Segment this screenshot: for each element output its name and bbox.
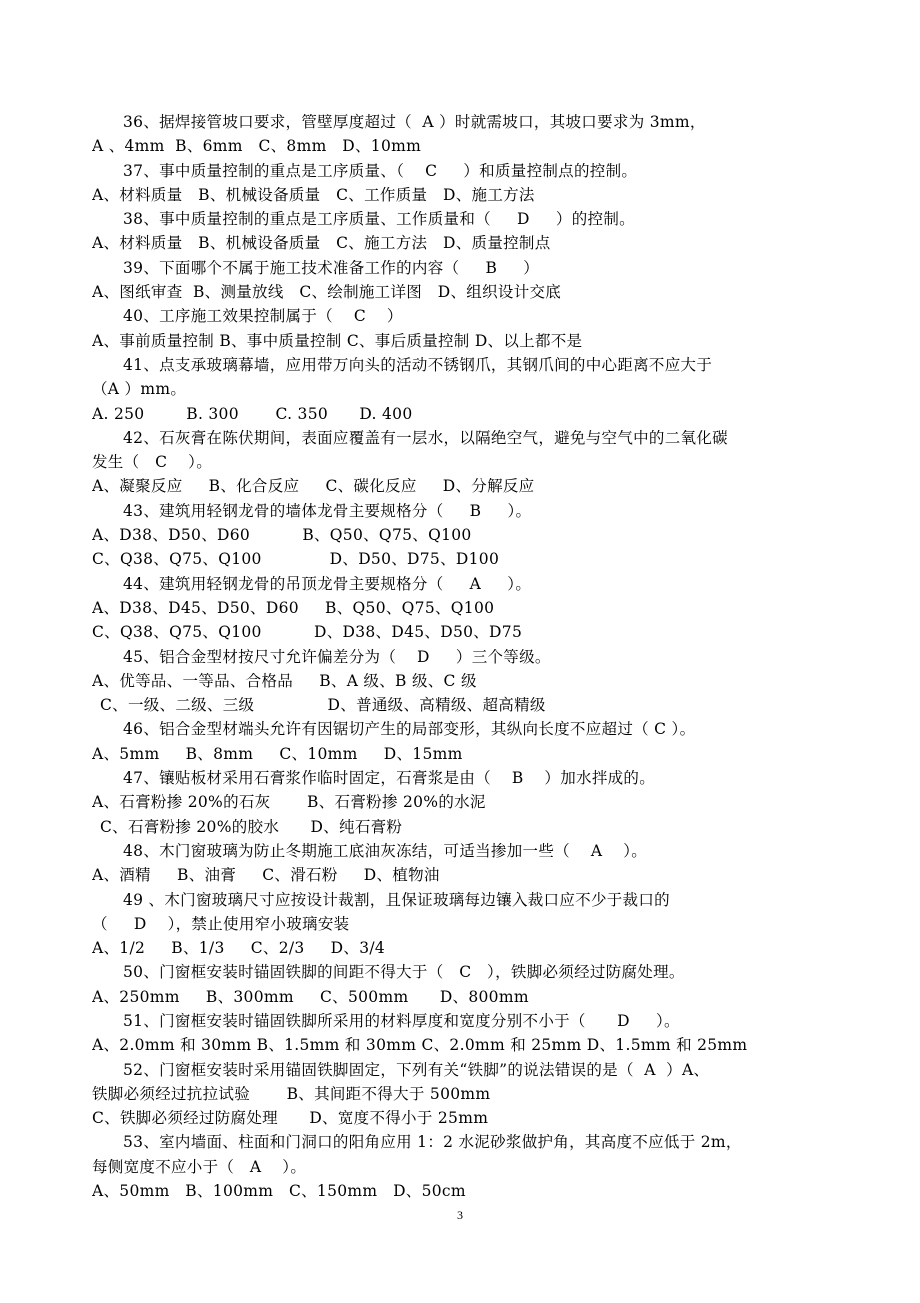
text-line: （ D ），禁止使用窄小玻璃安装 (92, 914, 350, 933)
text-line: 41、点支承玻璃幕墙，应用带万向头的活动不锈钢爪，其钢爪间的中心距离不应大于 (123, 355, 713, 374)
question-list (92, 110, 832, 1203)
text-line: 49 、木门窗玻璃尺寸应按设计裁割，且保证玻璃每边镶入裁口应不少于裁口的 (123, 890, 670, 909)
page-number: 3 (457, 1208, 463, 1222)
text-line: 36、据焊接管坡口要求，管壁厚度超过（ A ）时就需坡口，其坡口要求为 3mm， (123, 113, 706, 131)
text-line: 每侧宽度不应小于（ A ）。 (92, 1157, 307, 1176)
text-line: 42、石灰膏在陈伏期间，表面应覆盖有一层水，以隔绝空气，避免与空气中的二氧化碳 (123, 428, 728, 447)
text-line: 37、事中质量控制的重点是工序质量、（ C ）和质量控制点的控制。 (123, 161, 638, 180)
text-line: （A ）mm。 (92, 380, 187, 399)
text-line: A. 250 B. 300 C. 350 D. 400 (92, 404, 413, 423)
text-line: 铁脚必须经过抗拉试验 B、其间距不得大于 500mm (92, 1084, 491, 1103)
text-line: A、材料质量 B、机械设备质量 C、施工方法 D、质量控制点 (92, 234, 551, 253)
text-line: A、优等品、一等品、合格品 B、A 级、B 级、C 级 (92, 671, 477, 690)
text-line: 53、室内墙面、柱面和门洞口的阳角应用 1：2 水泥砂浆做护角，其高度不应低于 2m， (123, 1133, 742, 1152)
text-line: A、1/2 B、1/3 C、2/3 D、3/4 (92, 939, 386, 958)
text-line: A、D38、D45、D50、D60 B、Q50、Q75、Q100 (92, 598, 495, 617)
text-line: A、5mm B、8mm C、10mm D、15mm (92, 744, 463, 763)
text-line: A、石膏粉掺 20%的石灰 B、石膏粉掺 20%的水泥 (92, 793, 486, 812)
text-line: 51、门窗框安装时锚固铁脚所采用的材料厚度和宽度分别不小于（ D ）。 (123, 1011, 680, 1030)
text-line: 47、镶贴板材采用石膏浆作临时固定，石膏浆是由（ B ）加水拌成的。 (123, 769, 656, 788)
text-line: A、D38、D50、D60 B、Q50、Q75、Q100 (92, 526, 472, 545)
text-line: A、图纸审查 B、测量放线 C、绘制施工详图 D、组织设计交底 (92, 283, 562, 302)
text-line: A、2.0mm 和 30mm B、1.5mm 和 30mm C、2.0mm 和 25mm D、1.5mm 和 25mm (92, 1036, 748, 1055)
text-line: 发生（ C ）。 (92, 453, 212, 472)
text-line: 43、建筑用轻钢龙骨的墙体龙骨主要规格分（ B ）。 (123, 501, 532, 520)
text-line: 38、事中质量控制的重点是工序质量、工作质量和（ D ）的控制。 (123, 210, 635, 229)
text-line: C、一级、二级、三级 D、普通级、高精级、超高精级 (100, 696, 546, 715)
text-line: 44、建筑用轻钢龙骨的吊顶龙骨主要规格分（ A ）。 (123, 574, 532, 593)
text-line: A、50mm B、100mm C、150mm D、50cm (92, 1182, 466, 1201)
text-line: C、铁脚必须经过防腐处理 D、宽度不得小于 25mm (92, 1109, 489, 1128)
text-line: A、250mm B、300mm C、500mm D、800mm (92, 987, 529, 1006)
text-line: C、Q38、Q75、Q100 D、D50、D75、D100 (92, 550, 500, 569)
text-line: 45、铝合金型材按尺寸允许偏差分为（ D ）三个等级。 (123, 647, 551, 666)
text-line: A 、4mm B、6mm C、8mm D、10mm (92, 137, 422, 156)
text-line: 46、铝合金型材端头允许有因锯切产生的局部变形，其纵向长度不应超过（ C ）。 (123, 720, 696, 739)
text-line: 48、木门窗玻璃为防止冬期施工底油灰冻结，可适当掺加一些（ A ）。 (123, 841, 648, 860)
text-line: A、材料质量 B、机械设备质量 C、工作质量 D、施工方法 (92, 185, 535, 204)
text-line: C、石膏粉掺 20%的胶水 D、纯石膏粉 (100, 817, 403, 836)
text-line: A、事前质量控制 B、事中质量控制 C、事后质量控制 D、以上都不是 (92, 331, 583, 350)
text-line: A、酒精 B、油膏 C、滑石粉 D、植物油 (92, 866, 440, 885)
text-line: 40、工序施工效果控制属于（ C ） (123, 307, 403, 326)
text-line: 50、门窗框安装时锚固铁脚的间距不得大于（ C ），铁脚必须经过防腐处理。 (123, 963, 685, 982)
text-line: A、凝聚反应 B、化合反应 C、碳化反应 D、分解反应 (92, 477, 535, 496)
text-line: 52、门窗框安装时采用锚固铁脚固定，下列有关“铁脚”的说法错误的是（ A ）A、 (123, 1060, 710, 1079)
text-line: C、Q38、Q75、Q100 D、D38、D45、D50、D75 (92, 623, 523, 642)
text-line: 39、下面哪个不属于施工技术准备工作的内容（ B ） (123, 258, 540, 277)
